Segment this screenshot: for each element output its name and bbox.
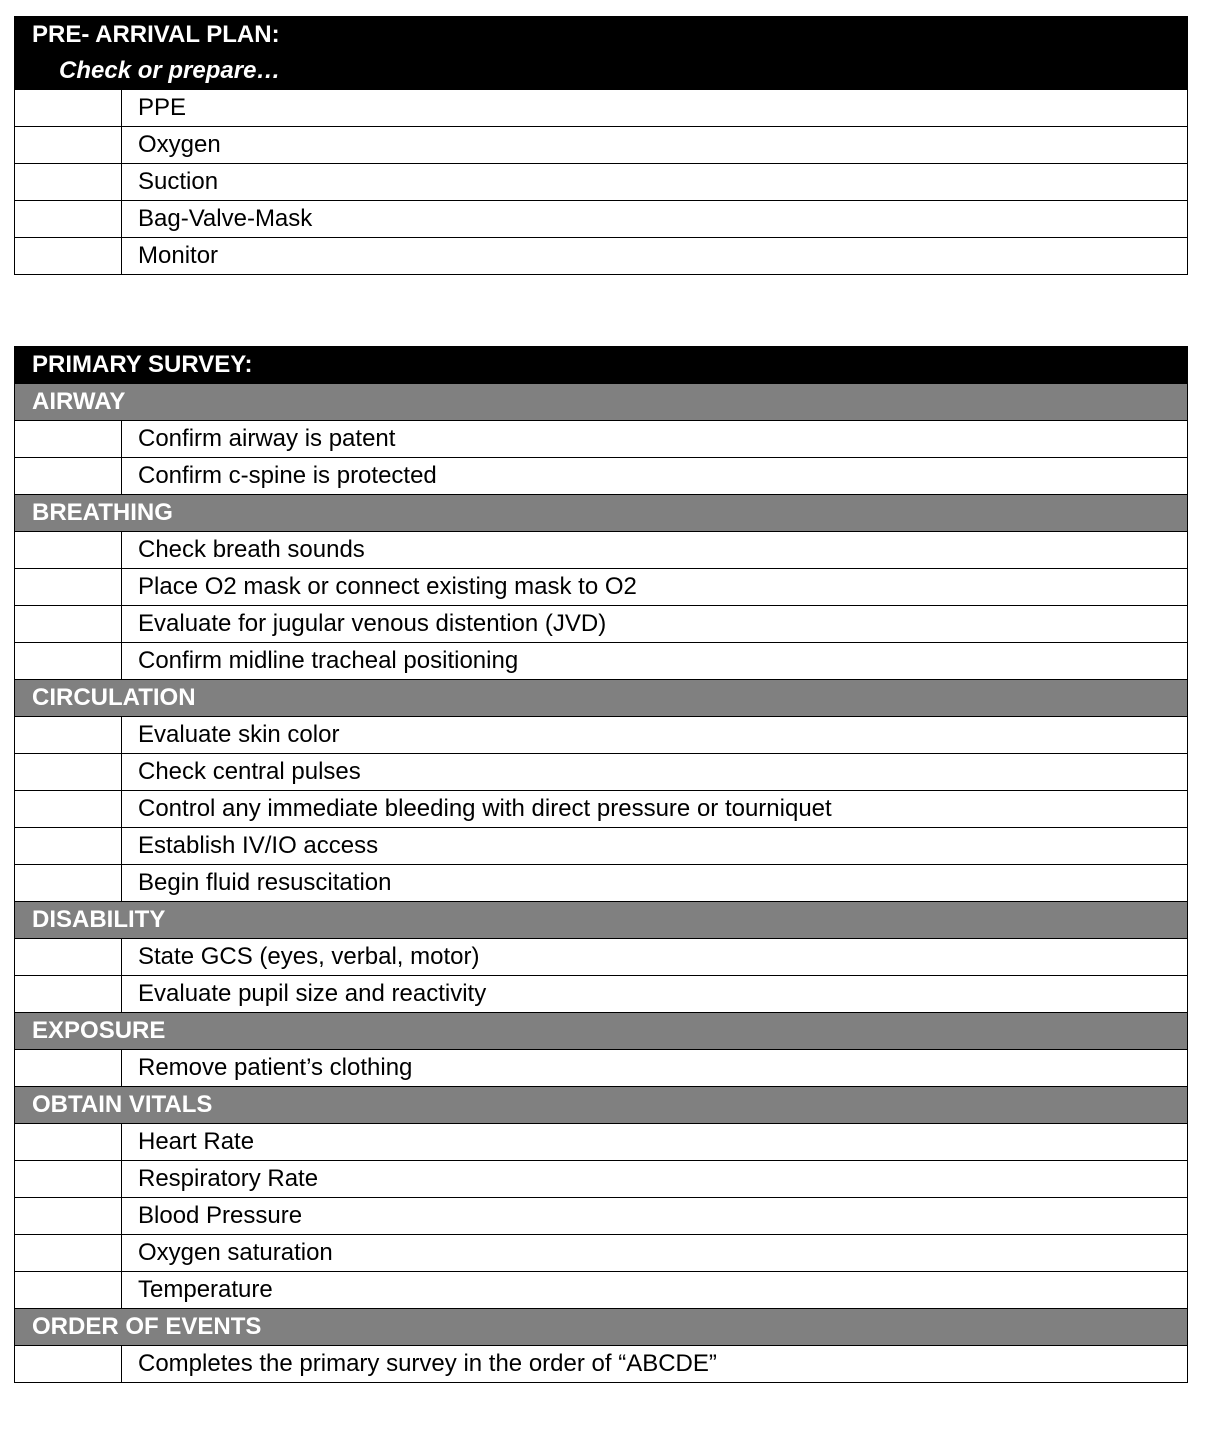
check-box-cell[interactable] xyxy=(15,421,122,458)
checklist-item-label: Monitor xyxy=(122,238,1188,275)
check-box-cell[interactable] xyxy=(15,939,122,976)
checklist-row xyxy=(15,1346,1188,1383)
checklist-row xyxy=(15,458,1188,495)
section-label: EXPOSURE xyxy=(15,1013,1188,1050)
check-box-cell[interactable] xyxy=(15,238,122,275)
checklist-item-label: Oxygen xyxy=(122,127,1188,164)
checklist-row xyxy=(15,1050,1188,1087)
section-header-airway xyxy=(15,384,1188,421)
checklist-row xyxy=(15,164,1188,201)
checklist-item-label: Blood Pressure xyxy=(122,1198,1188,1235)
check-box-cell[interactable] xyxy=(15,754,122,791)
checklist-item-label: Evaluate for jugular venous distention (JVD) xyxy=(122,606,1188,643)
check-box-cell[interactable] xyxy=(15,643,122,680)
check-box-cell[interactable] xyxy=(15,1124,122,1161)
check-box-cell[interactable] xyxy=(15,976,122,1013)
check-box-cell[interactable] xyxy=(15,1346,122,1383)
pre-arrival-header xyxy=(15,17,1188,90)
checklist-row xyxy=(15,1272,1188,1309)
checklist-row xyxy=(15,976,1188,1013)
section-header-circulation xyxy=(15,680,1188,717)
pre-arrival-plan-table xyxy=(14,16,1188,275)
checklist-item-label: Oxygen saturation xyxy=(122,1235,1188,1272)
check-box-cell[interactable] xyxy=(15,164,122,201)
checklist-item-label: Confirm airway is patent xyxy=(122,421,1188,458)
checklist-item-label: Bag-Valve-Mask xyxy=(122,201,1188,238)
pre-arrival-title: PRE- ARRIVAL PLAN: xyxy=(32,21,280,48)
checklist-row xyxy=(15,939,1188,976)
check-box-cell[interactable] xyxy=(15,606,122,643)
check-box-cell[interactable] xyxy=(15,1050,122,1087)
check-box-cell[interactable] xyxy=(15,791,122,828)
checklist-item-label: PPE xyxy=(122,90,1188,127)
checklist-row xyxy=(15,1124,1188,1161)
checklist-item-label: Suction xyxy=(122,164,1188,201)
primary-survey-header xyxy=(15,347,1188,384)
checklist-item-label: Establish IV/IO access xyxy=(122,828,1188,865)
checklist-item-label: Begin fluid resuscitation xyxy=(122,865,1188,902)
check-box-cell[interactable] xyxy=(15,1161,122,1198)
checklist-row xyxy=(15,1161,1188,1198)
checklist-item-label: Confirm midline tracheal positioning xyxy=(122,643,1188,680)
checklist-row xyxy=(15,606,1188,643)
checklist-row xyxy=(15,1198,1188,1235)
check-box-cell[interactable] xyxy=(15,828,122,865)
checklist-item-label: Respiratory Rate xyxy=(122,1161,1188,1198)
check-box-cell[interactable] xyxy=(15,127,122,164)
section-label: DISABILITY xyxy=(15,902,1188,939)
checklist-row xyxy=(15,238,1188,275)
checklist-row xyxy=(15,201,1188,238)
check-box-cell[interactable] xyxy=(15,90,122,127)
checklist-row xyxy=(15,828,1188,865)
checklist-row xyxy=(15,421,1188,458)
check-box-cell[interactable] xyxy=(15,1235,122,1272)
checklist-item-label: Remove patient’s clothing xyxy=(122,1050,1188,1087)
checklist-item-label: Evaluate skin color xyxy=(122,717,1188,754)
checklist-item-label: Temperature xyxy=(122,1272,1188,1309)
checklist-item-label: Check central pulses xyxy=(122,754,1188,791)
section-header-obtain-vitals xyxy=(15,1087,1188,1124)
checklist-item-label: Place O2 mask or connect existing mask to O2 xyxy=(122,569,1188,606)
checklist-item-label: Control any immediate bleeding with direct pressure or tourniquet xyxy=(122,791,1188,828)
checklist-item-label: State GCS (eyes, verbal, motor) xyxy=(122,939,1188,976)
checklist-row xyxy=(15,90,1188,127)
check-box-cell[interactable] xyxy=(15,717,122,754)
pre-arrival-subtitle: Check or prepare… xyxy=(59,57,281,84)
section-header-breathing xyxy=(15,495,1188,532)
check-box-cell[interactable] xyxy=(15,532,122,569)
check-box-cell[interactable] xyxy=(15,201,122,238)
checklist-row xyxy=(15,865,1188,902)
checklist-row xyxy=(15,791,1188,828)
checklist-row xyxy=(15,569,1188,606)
check-box-cell[interactable] xyxy=(15,1272,122,1309)
section-header-order-of-events xyxy=(15,1309,1188,1346)
section-label: OBTAIN VITALS xyxy=(15,1087,1188,1124)
checklist-item-label: Confirm c-spine is protected xyxy=(122,458,1188,495)
check-box-cell[interactable] xyxy=(15,1198,122,1235)
checklist-row xyxy=(15,1235,1188,1272)
checklist-row xyxy=(15,532,1188,569)
section-header-disability xyxy=(15,902,1188,939)
section-label: AIRWAY xyxy=(15,384,1188,421)
primary-survey-title: PRIMARY SURVEY: xyxy=(32,351,253,378)
section-label: CIRCULATION xyxy=(15,680,1188,717)
checklist-item-label: Check breath sounds xyxy=(122,532,1188,569)
check-box-cell[interactable] xyxy=(15,569,122,606)
checklist-row xyxy=(15,127,1188,164)
checklist-row xyxy=(15,717,1188,754)
checklist-item-label: Evaluate pupil size and reactivity xyxy=(122,976,1188,1013)
checklist-row xyxy=(15,643,1188,680)
check-box-cell[interactable] xyxy=(15,865,122,902)
section-label: BREATHING xyxy=(15,495,1188,532)
section-label: ORDER OF EVENTS xyxy=(15,1309,1188,1346)
checklist-item-label: Heart Rate xyxy=(122,1124,1188,1161)
check-box-cell[interactable] xyxy=(15,458,122,495)
checklist-item-label: Completes the primary survey in the order of “ABCDE” xyxy=(122,1346,1188,1383)
primary-survey-table xyxy=(14,346,1188,1383)
section-header-exposure xyxy=(15,1013,1188,1050)
checklist-row xyxy=(15,754,1188,791)
